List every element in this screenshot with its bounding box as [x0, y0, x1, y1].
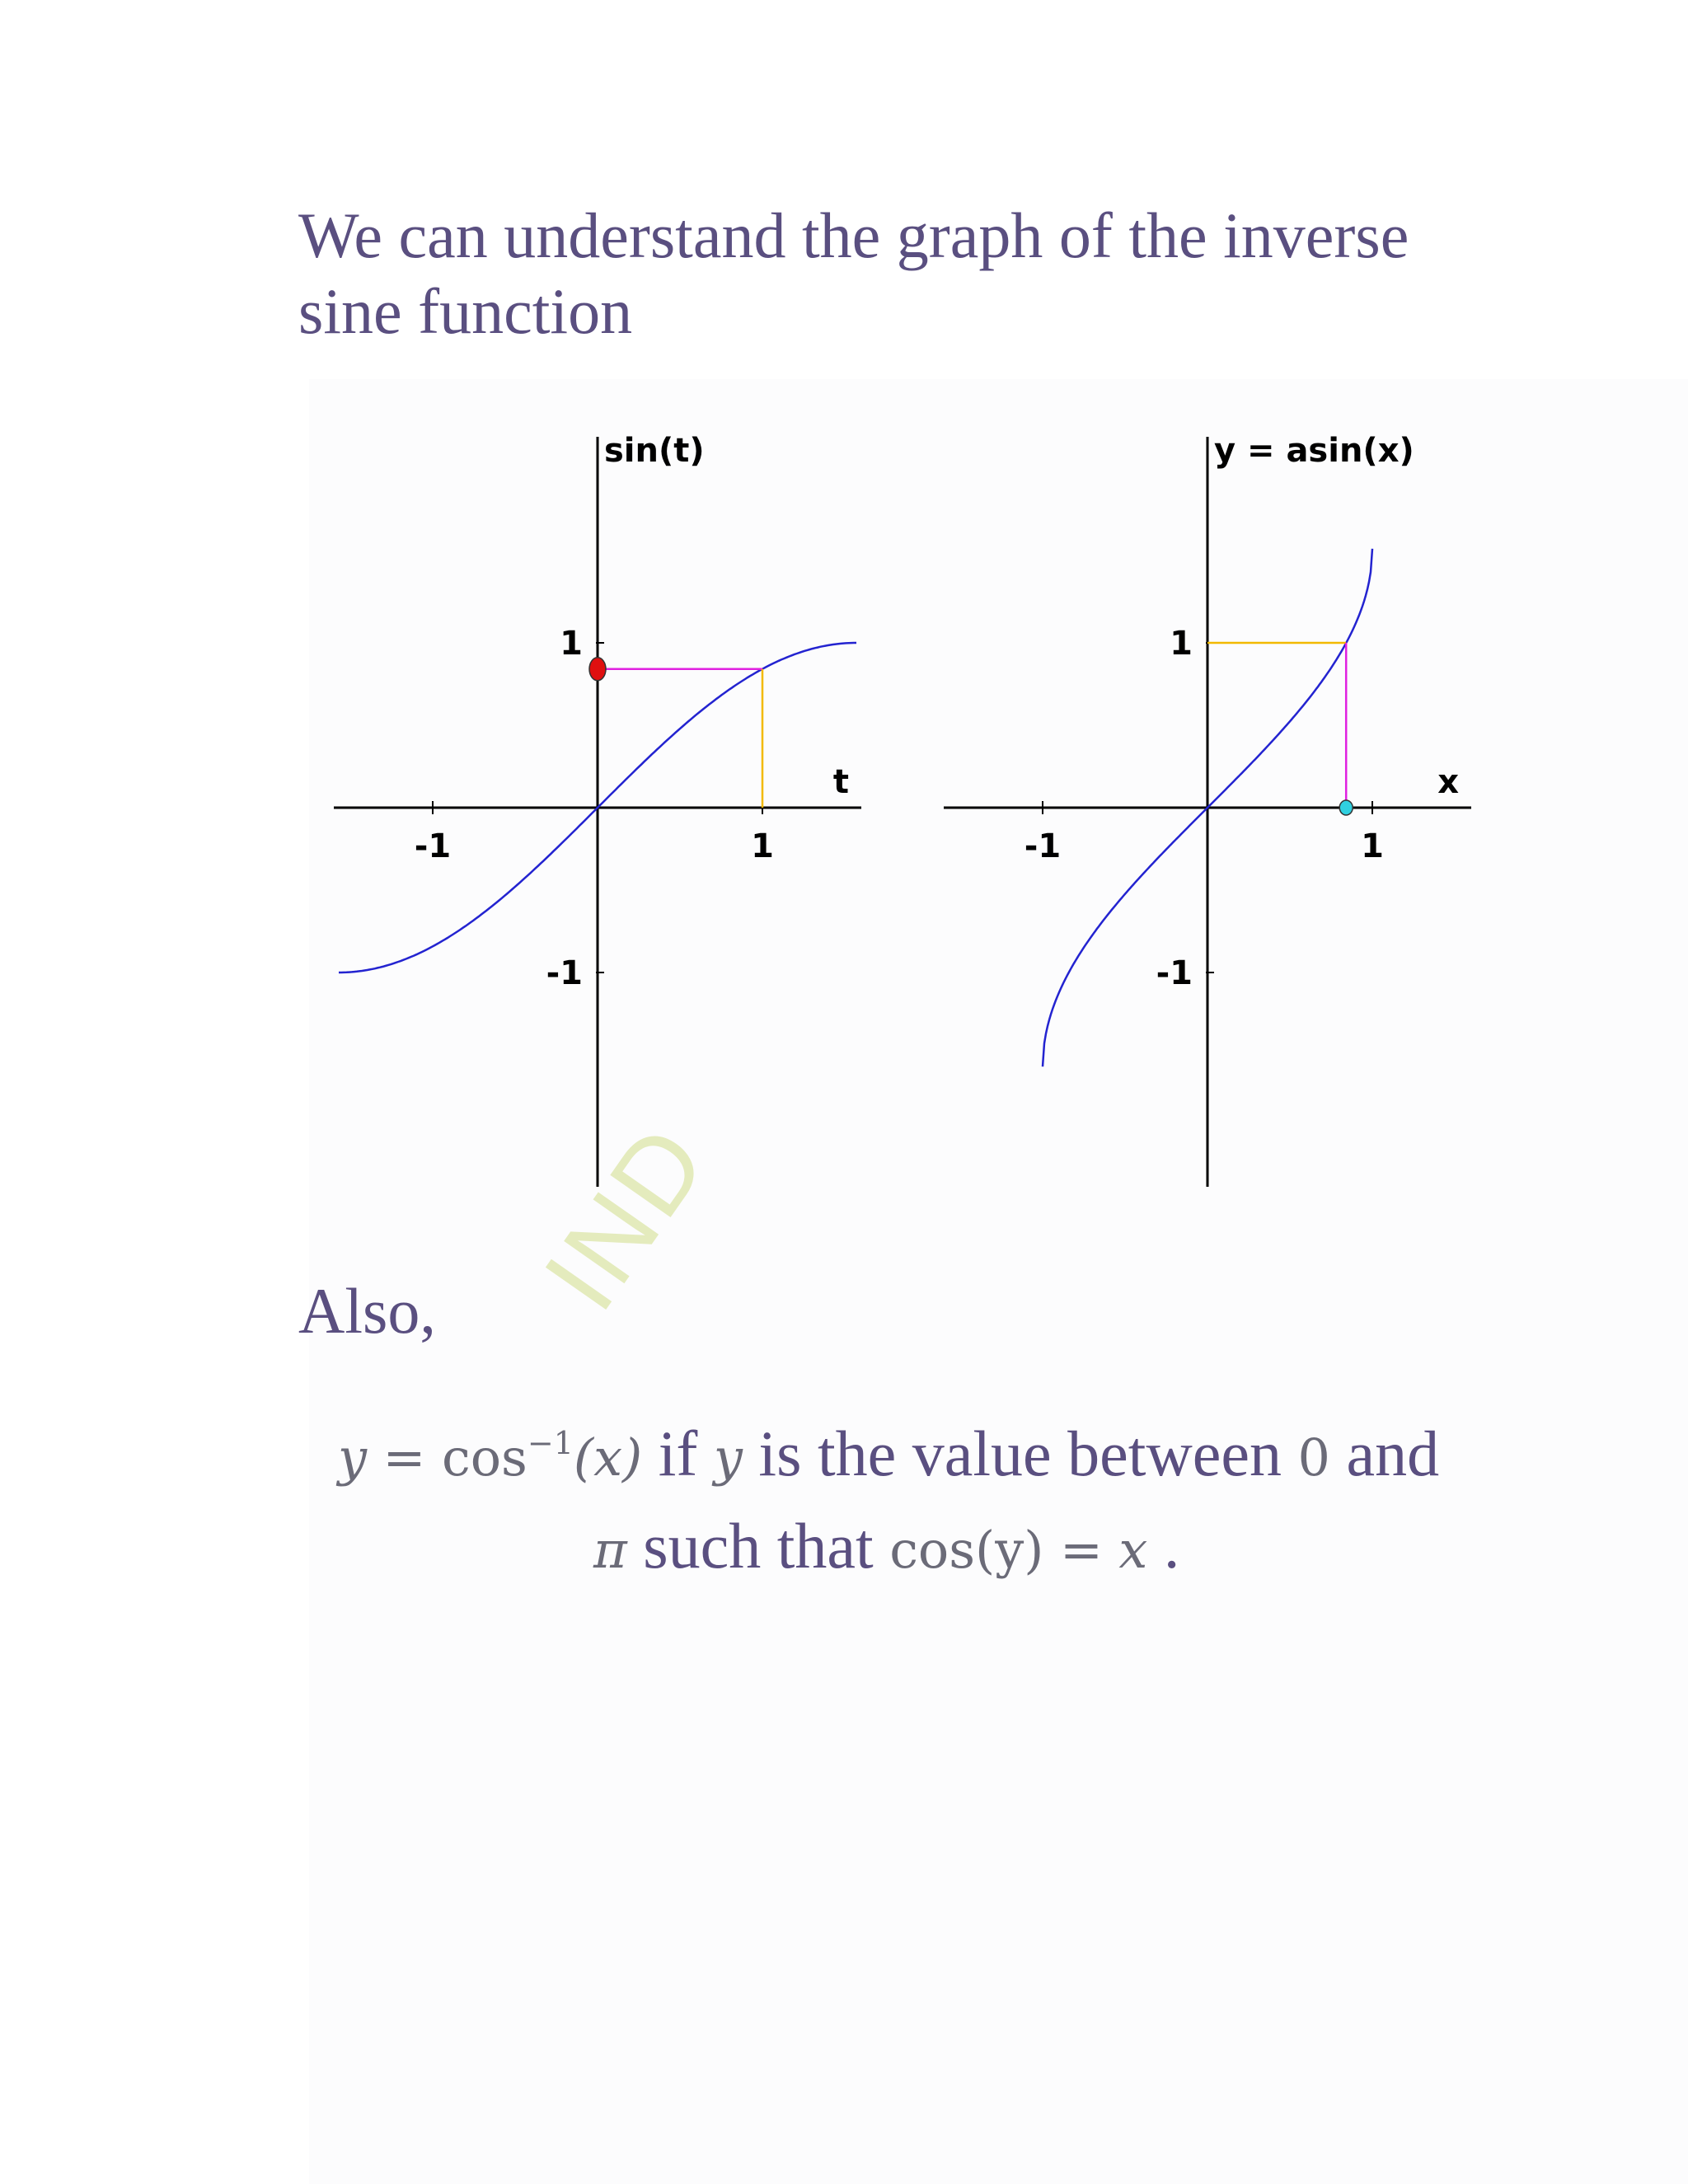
math-y-var: y — [338, 1427, 368, 1488]
math-cos: cos — [441, 1427, 528, 1488]
math-y2-var: y — [713, 1427, 743, 1488]
period: . — [1163, 1510, 1180, 1582]
text-such-that: such that — [643, 1510, 874, 1582]
text-and: and — [1346, 1418, 1440, 1489]
definition-line-2 — [593, 1508, 1179, 1588]
asin-x-tick-label: 1 — [1361, 827, 1384, 865]
asin-y-tick-label: 1 — [1170, 625, 1193, 663]
sine-chart-svg — [330, 424, 874, 1191]
text-is-the-value-between: is the value between — [758, 1418, 1282, 1489]
definition-line-1 — [338, 1405, 1439, 1496]
asin-y-axis-title: y = asin(x) — [1214, 432, 1414, 470]
also-text: Also, — [298, 1275, 436, 1347]
math-sup-text: −1 — [527, 1425, 574, 1461]
sin-y-tick-label: 1 — [560, 625, 583, 663]
math-pi-var: π — [593, 1520, 627, 1580]
math-y-2 — [714, 1427, 743, 1488]
math-x — [1118, 1520, 1147, 1580]
sin-x-axis-title: t — [832, 763, 849, 801]
math-y — [338, 1427, 367, 1488]
sine-chart — [330, 424, 874, 1191]
asin-x-axis-title: x — [1437, 763, 1459, 801]
math-superscript — [528, 1427, 574, 1488]
math-equals-2: = — [1059, 1520, 1103, 1580]
asin-y-tick-label: -1 — [1156, 954, 1193, 992]
math-zero: 0 — [1297, 1427, 1330, 1488]
sin-x-tick-label: 1 — [751, 827, 774, 865]
watermark: IND — [520, 1102, 731, 1331]
sin-marker-point — [589, 658, 606, 681]
math-arg-var: (x) — [573, 1427, 643, 1488]
sin-y-axis-title: sin(t) — [604, 432, 705, 470]
heading-line-2: sine function — [298, 275, 633, 347]
sin-y-tick-label: -1 — [546, 954, 583, 992]
heading-line-1: We can understand the graph of the inverse — [298, 199, 1409, 271]
math-cos-y: cos(y) — [889, 1520, 1044, 1580]
math-pi — [593, 1520, 627, 1580]
math-equals: = — [382, 1427, 426, 1488]
arcsine-chart — [940, 424, 1484, 1191]
sin-x-tick-label: -1 — [414, 827, 452, 865]
text-if: if — [658, 1418, 698, 1489]
slide-heading — [298, 198, 1535, 349]
math-arg — [574, 1427, 642, 1488]
asin-marker-point — [1339, 800, 1353, 815]
asin-x-tick-label: -1 — [1024, 827, 1062, 865]
arcsine-chart-svg — [940, 424, 1484, 1191]
math-x-var: x — [1118, 1520, 1148, 1580]
